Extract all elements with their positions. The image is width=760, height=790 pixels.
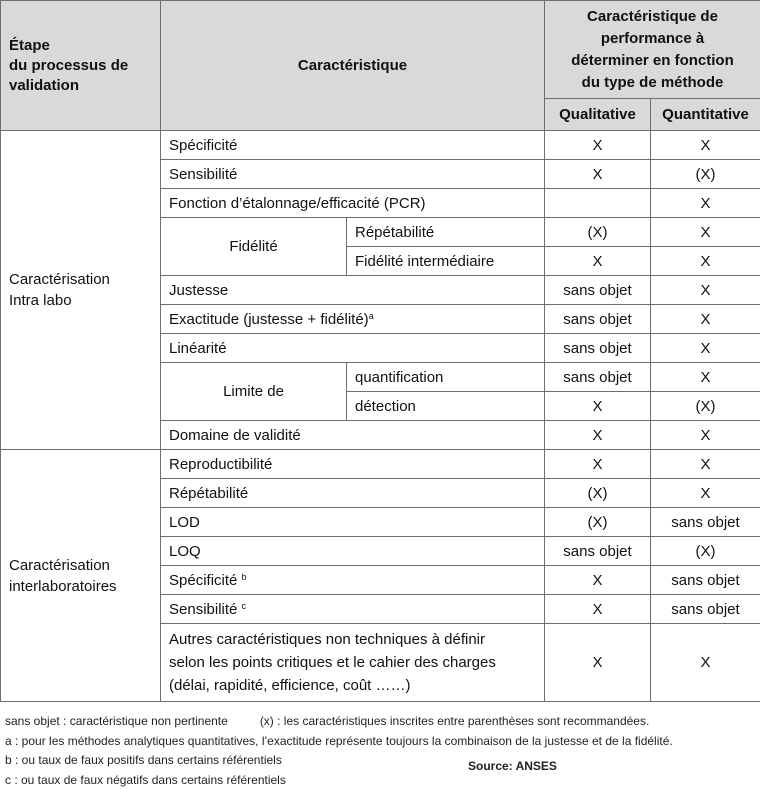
- quantitative-value: sans objet: [651, 508, 760, 537]
- characteristic-line: Autres caractéristiques non techniques à définir: [169, 628, 536, 651]
- qualitative-value: sans objet: [545, 363, 651, 392]
- header-etape-line: du processus de: [9, 56, 152, 76]
- stage-interlaboratoires: [1, 450, 161, 702]
- quantitative-value: X: [651, 450, 760, 479]
- quantitative-value: sans objet: [651, 566, 760, 595]
- quantitative-value: X: [651, 131, 760, 160]
- characteristic-label: Sensibilité: [161, 160, 545, 189]
- quantitative-value: X: [651, 421, 760, 450]
- quantitative-value: (X): [651, 160, 760, 189]
- header-performance-line: performance à: [553, 28, 752, 50]
- header-quantitative: Quantitative: [651, 99, 760, 131]
- stage-line: Caractérisation: [9, 555, 152, 576]
- group-label-limite: Limite de: [161, 363, 347, 421]
- qualitative-value: X: [545, 595, 651, 624]
- sub-characteristic-label: Répétabilité: [347, 218, 545, 247]
- characteristic-label: [161, 566, 545, 595]
- note-c: c : ou taux de faux négatifs dans certains référentiels: [5, 771, 760, 790]
- quantitative-value: (X): [651, 392, 760, 421]
- qualitative-value: (X): [545, 479, 651, 508]
- stage-line: Intra labo: [9, 290, 152, 311]
- characteristic-label: Fonction d’étalonnage/efficacité (PCR): [161, 189, 545, 218]
- characteristic-label: Spécificité: [161, 131, 545, 160]
- group-label-fidelite: Fidélité: [161, 218, 347, 276]
- qualitative-value: sans objet: [545, 276, 651, 305]
- qualitative-value: sans objet: [545, 305, 651, 334]
- characteristic-text: Exactitude (justesse + fidélité): [169, 311, 369, 328]
- sub-characteristic-label: détection: [347, 392, 545, 421]
- header-performance-line: du type de méthode: [553, 72, 752, 94]
- characteristic-label: Linéarité: [161, 334, 545, 363]
- qualitative-value: X: [545, 247, 651, 276]
- quantitative-value: X: [651, 189, 760, 218]
- note-sans-objet: sans objet : caractéristique non pertinente: [5, 714, 228, 728]
- source-credit: Source: ANSES: [468, 759, 557, 773]
- sub-characteristic-label: Fidélité intermédiaire: [347, 247, 545, 276]
- characteristic-label: Justesse: [161, 276, 545, 305]
- header-etape: [1, 1, 161, 131]
- quantitative-value: X: [651, 247, 760, 276]
- note-b: b : ou taux de faux positifs dans certains référentiels: [5, 751, 760, 771]
- footnote-marker: a: [369, 311, 374, 321]
- header-performance: [545, 1, 760, 99]
- footnote-marker: c: [242, 601, 247, 611]
- qualitative-value: X: [545, 131, 651, 160]
- characteristic-label: LOQ: [161, 537, 545, 566]
- stage-intra-labo: [1, 131, 161, 450]
- sub-characteristic-label: quantification: [347, 363, 545, 392]
- characteristic-label: Répétabilité: [161, 479, 545, 508]
- footnote-line: [5, 712, 760, 732]
- qualitative-value: X: [545, 450, 651, 479]
- quantitative-value: X: [651, 334, 760, 363]
- table-row: [1, 450, 760, 479]
- stage-line: interlaboratoires: [9, 576, 152, 597]
- qualitative-value: sans objet: [545, 537, 651, 566]
- quantitative-value: X: [651, 305, 760, 334]
- qualitative-value: X: [545, 160, 651, 189]
- qualitative-value: X: [545, 421, 651, 450]
- header-etape-line: validation: [9, 76, 152, 96]
- header-caracteristique: Caractéristique: [161, 1, 545, 131]
- characteristic-label: Reproductibilité: [161, 450, 545, 479]
- characteristic-line: (délai, rapidité, efficience, coût ……): [169, 674, 536, 697]
- footnote-marker: b: [242, 572, 247, 582]
- qualitative-value: (X): [545, 508, 651, 537]
- qualitative-value: X: [545, 566, 651, 595]
- table-row: [1, 131, 760, 160]
- quantitative-value: sans objet: [651, 595, 760, 624]
- qualitative-value: [545, 189, 651, 218]
- characteristic-label: [161, 305, 545, 334]
- characteristic-line: selon les points critiques et le cahier des charges: [169, 651, 536, 674]
- header-row: [1, 1, 760, 99]
- stage-line: Caractérisation: [9, 269, 152, 290]
- header-etape-line: Étape: [9, 36, 152, 56]
- characteristic-label: LOD: [161, 508, 545, 537]
- characteristic-text: Spécificité: [169, 572, 237, 589]
- qualitative-value: X: [545, 624, 651, 702]
- header-qualitative: Qualitative: [545, 99, 651, 131]
- characteristic-label: Domaine de validité: [161, 421, 545, 450]
- quantitative-value: X: [651, 363, 760, 392]
- characteristic-label-autres: [161, 624, 545, 702]
- quantitative-value: X: [651, 624, 760, 702]
- quantitative-value: X: [651, 479, 760, 508]
- footnotes: [5, 712, 760, 790]
- note-a: a : pour les méthodes analytiques quantitatives, l’exactitude représente toujours la combinaison de la justesse et de la fidélité.: [5, 732, 760, 752]
- quantitative-value: (X): [651, 537, 760, 566]
- qualitative-value: (X): [545, 218, 651, 247]
- header-performance-line: Caractéristique de: [553, 6, 752, 28]
- qualitative-value: X: [545, 392, 651, 421]
- characteristic-label: [161, 595, 545, 624]
- header-performance-line: déterminer en fonction: [553, 50, 752, 72]
- note-parentheses: (x) : les caractéristiques inscrites entre parenthèses sont recommandées.: [260, 714, 650, 728]
- quantitative-value: X: [651, 276, 760, 305]
- quantitative-value: X: [651, 218, 760, 247]
- characteristic-text: Sensibilité: [169, 601, 237, 618]
- qualitative-value: sans objet: [545, 334, 651, 363]
